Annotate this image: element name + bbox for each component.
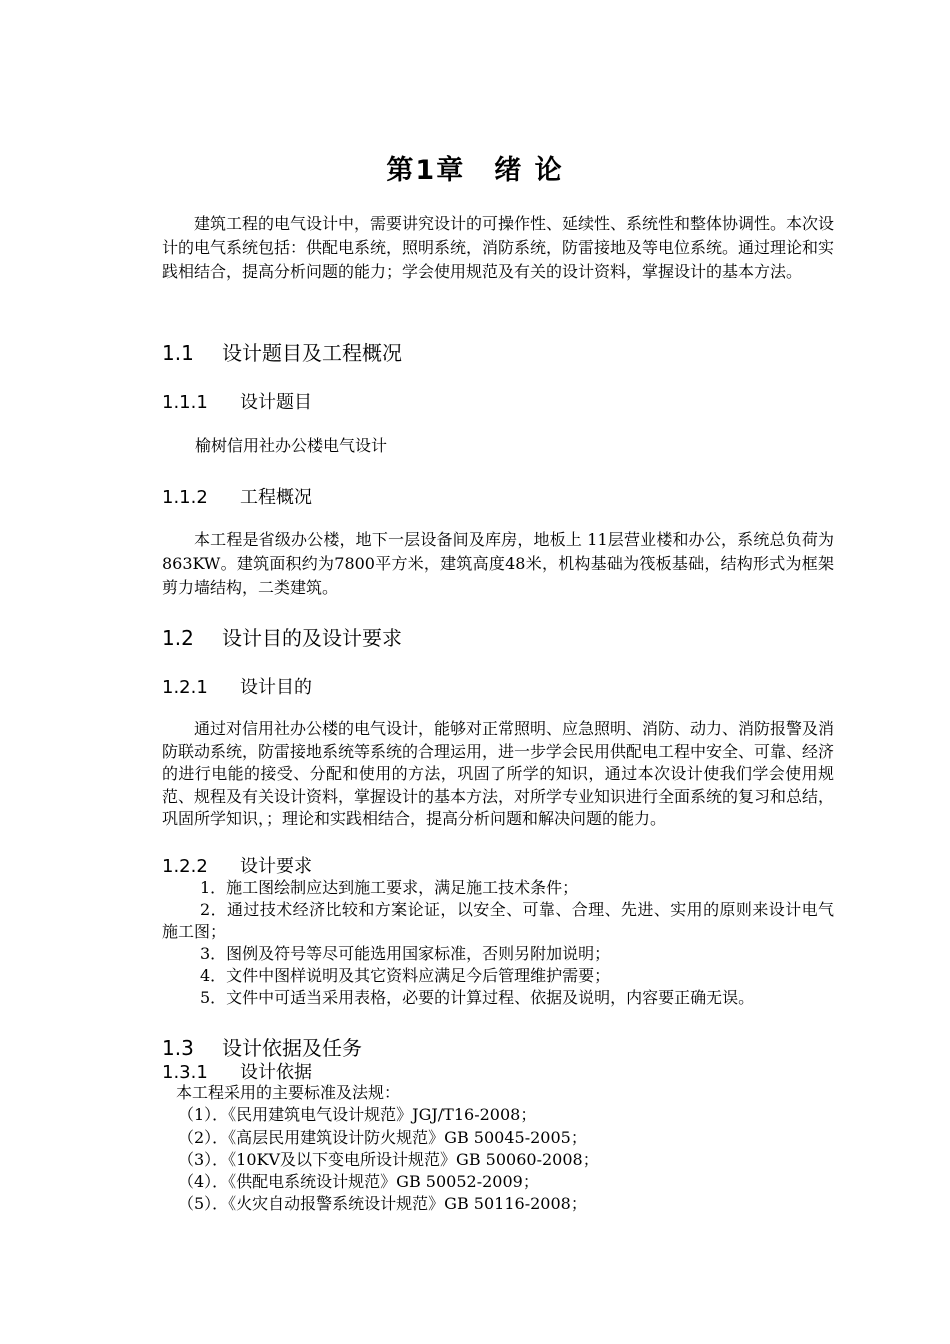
- section-1-3-heading: [162, 1032, 362, 1061]
- requirement-item: 2．通过技术经济比较和方案论证，以安全、可靠、合理、先进、实用的原则来设计电气施工图；: [162, 900, 834, 941]
- section-number: 1.1.2: [162, 487, 208, 508]
- section-1-3-1-heading: [162, 1058, 312, 1084]
- section-title: 设计依据及任务: [222, 1036, 362, 1060]
- section-title: 工程概况: [240, 487, 312, 508]
- intro-paragraph: 建筑工程的电气设计中，需要讲究设计的可操作性、延续性、系统性和整体协调性。本次设计的电气系统包括：供配电系统，照明系统，消防系统，防雷接地及等电位系统。通过理论和实践相结合，提高分析问题的能力；学会使用规范及有关的设计资料，掌握设计的基本方法。: [162, 214, 835, 281]
- section-number: 1.2: [162, 626, 194, 650]
- section-number: 1.2.1: [162, 677, 208, 698]
- section-title: 设计依据: [240, 1062, 312, 1083]
- section-number: 1.2.2: [162, 856, 208, 877]
- standard-item: （2）．《高层民用建筑设计防火规范》GB 50045-2005；: [178, 1128, 587, 1147]
- standard-item: （3）．《10KV及以下变电所设计规范》GB 50060-2008；: [178, 1150, 599, 1169]
- standard-item: （4）．《供配电系统设计规范》GB 50052-2009；: [178, 1172, 539, 1191]
- section-title: 设计目的: [240, 677, 312, 698]
- section-number: 1.3: [162, 1036, 194, 1060]
- requirement-item: 3．图例及符号等尽可能选用国家标准，否则另附加说明；: [200, 944, 611, 963]
- section-number: 1.3.1: [162, 1062, 208, 1083]
- requirement-item: 1．施工图绘制应达到施工要求，满足施工技术条件；: [200, 878, 579, 897]
- design-topic-text: 榆树信用社办公楼电气设计: [195, 436, 388, 455]
- section-1-1-2-heading: [162, 483, 312, 509]
- section-1-2-heading: [162, 622, 402, 651]
- section-1-1-1-heading: [162, 388, 312, 414]
- section-1-1-heading: [162, 337, 402, 366]
- section-title: 设计要求: [240, 856, 312, 877]
- section-title: 设计目的及设计要求: [222, 626, 402, 650]
- standard-item: （1）．《民用建筑电气设计规范》JGJ/T16-2008；: [178, 1105, 537, 1124]
- section-title: 设计题目: [240, 392, 312, 413]
- section-title: 设计题目及工程概况: [222, 341, 402, 365]
- project-overview-paragraph: 本工程是省级办公楼，地下一层设备间及库房，地板上 11层营业楼和办公，系统总负荷为863KW。建筑面积约为7800平方米，建筑高度48米，机构基础为筏板基础，结构形式为框架剪力墙结构，二类建筑。: [162, 530, 834, 597]
- requirement-item: 5．文件中可适当采用表格，必要的计算过程、依据及说明，内容要正确无误。: [200, 988, 755, 1007]
- design-purpose-paragraph: 通过对信用社办公楼的电气设计，能够对正常照明、应急照明、消防、动力、消防报警及消防联动系统，防雷接地系统等系统的合理运用，进一步学会民用供配电工程中安全、可靠、经济的进行电能的接受、分配和使用的方法，巩固了所学的知识，通过本次设计使我们学会使用规范、规程及有关设计资料，掌握设计的基本方法，对所学专业知识进行全面系统的复习和总结，巩固所学知识，；理论和实践相结合，提高分析问题和解决问题的能力。: [162, 719, 835, 828]
- requirement-item: 4．文件中图样说明及其它资料应满足今后管理维护需要；: [200, 966, 611, 985]
- standards-lead-text: 本工程采用的主要标准及法规：: [176, 1083, 401, 1102]
- standard-item: （5）．《火灾自动报警系统设计规范》GB 50116-2008；: [178, 1194, 587, 1213]
- section-number: 1.1.1: [162, 392, 208, 413]
- section-1-2-1-heading: [162, 673, 312, 699]
- section-1-2-2-heading: [162, 852, 312, 878]
- chapter-title: 第1章 绪 论: [386, 155, 564, 186]
- section-number: 1.1: [162, 341, 194, 365]
